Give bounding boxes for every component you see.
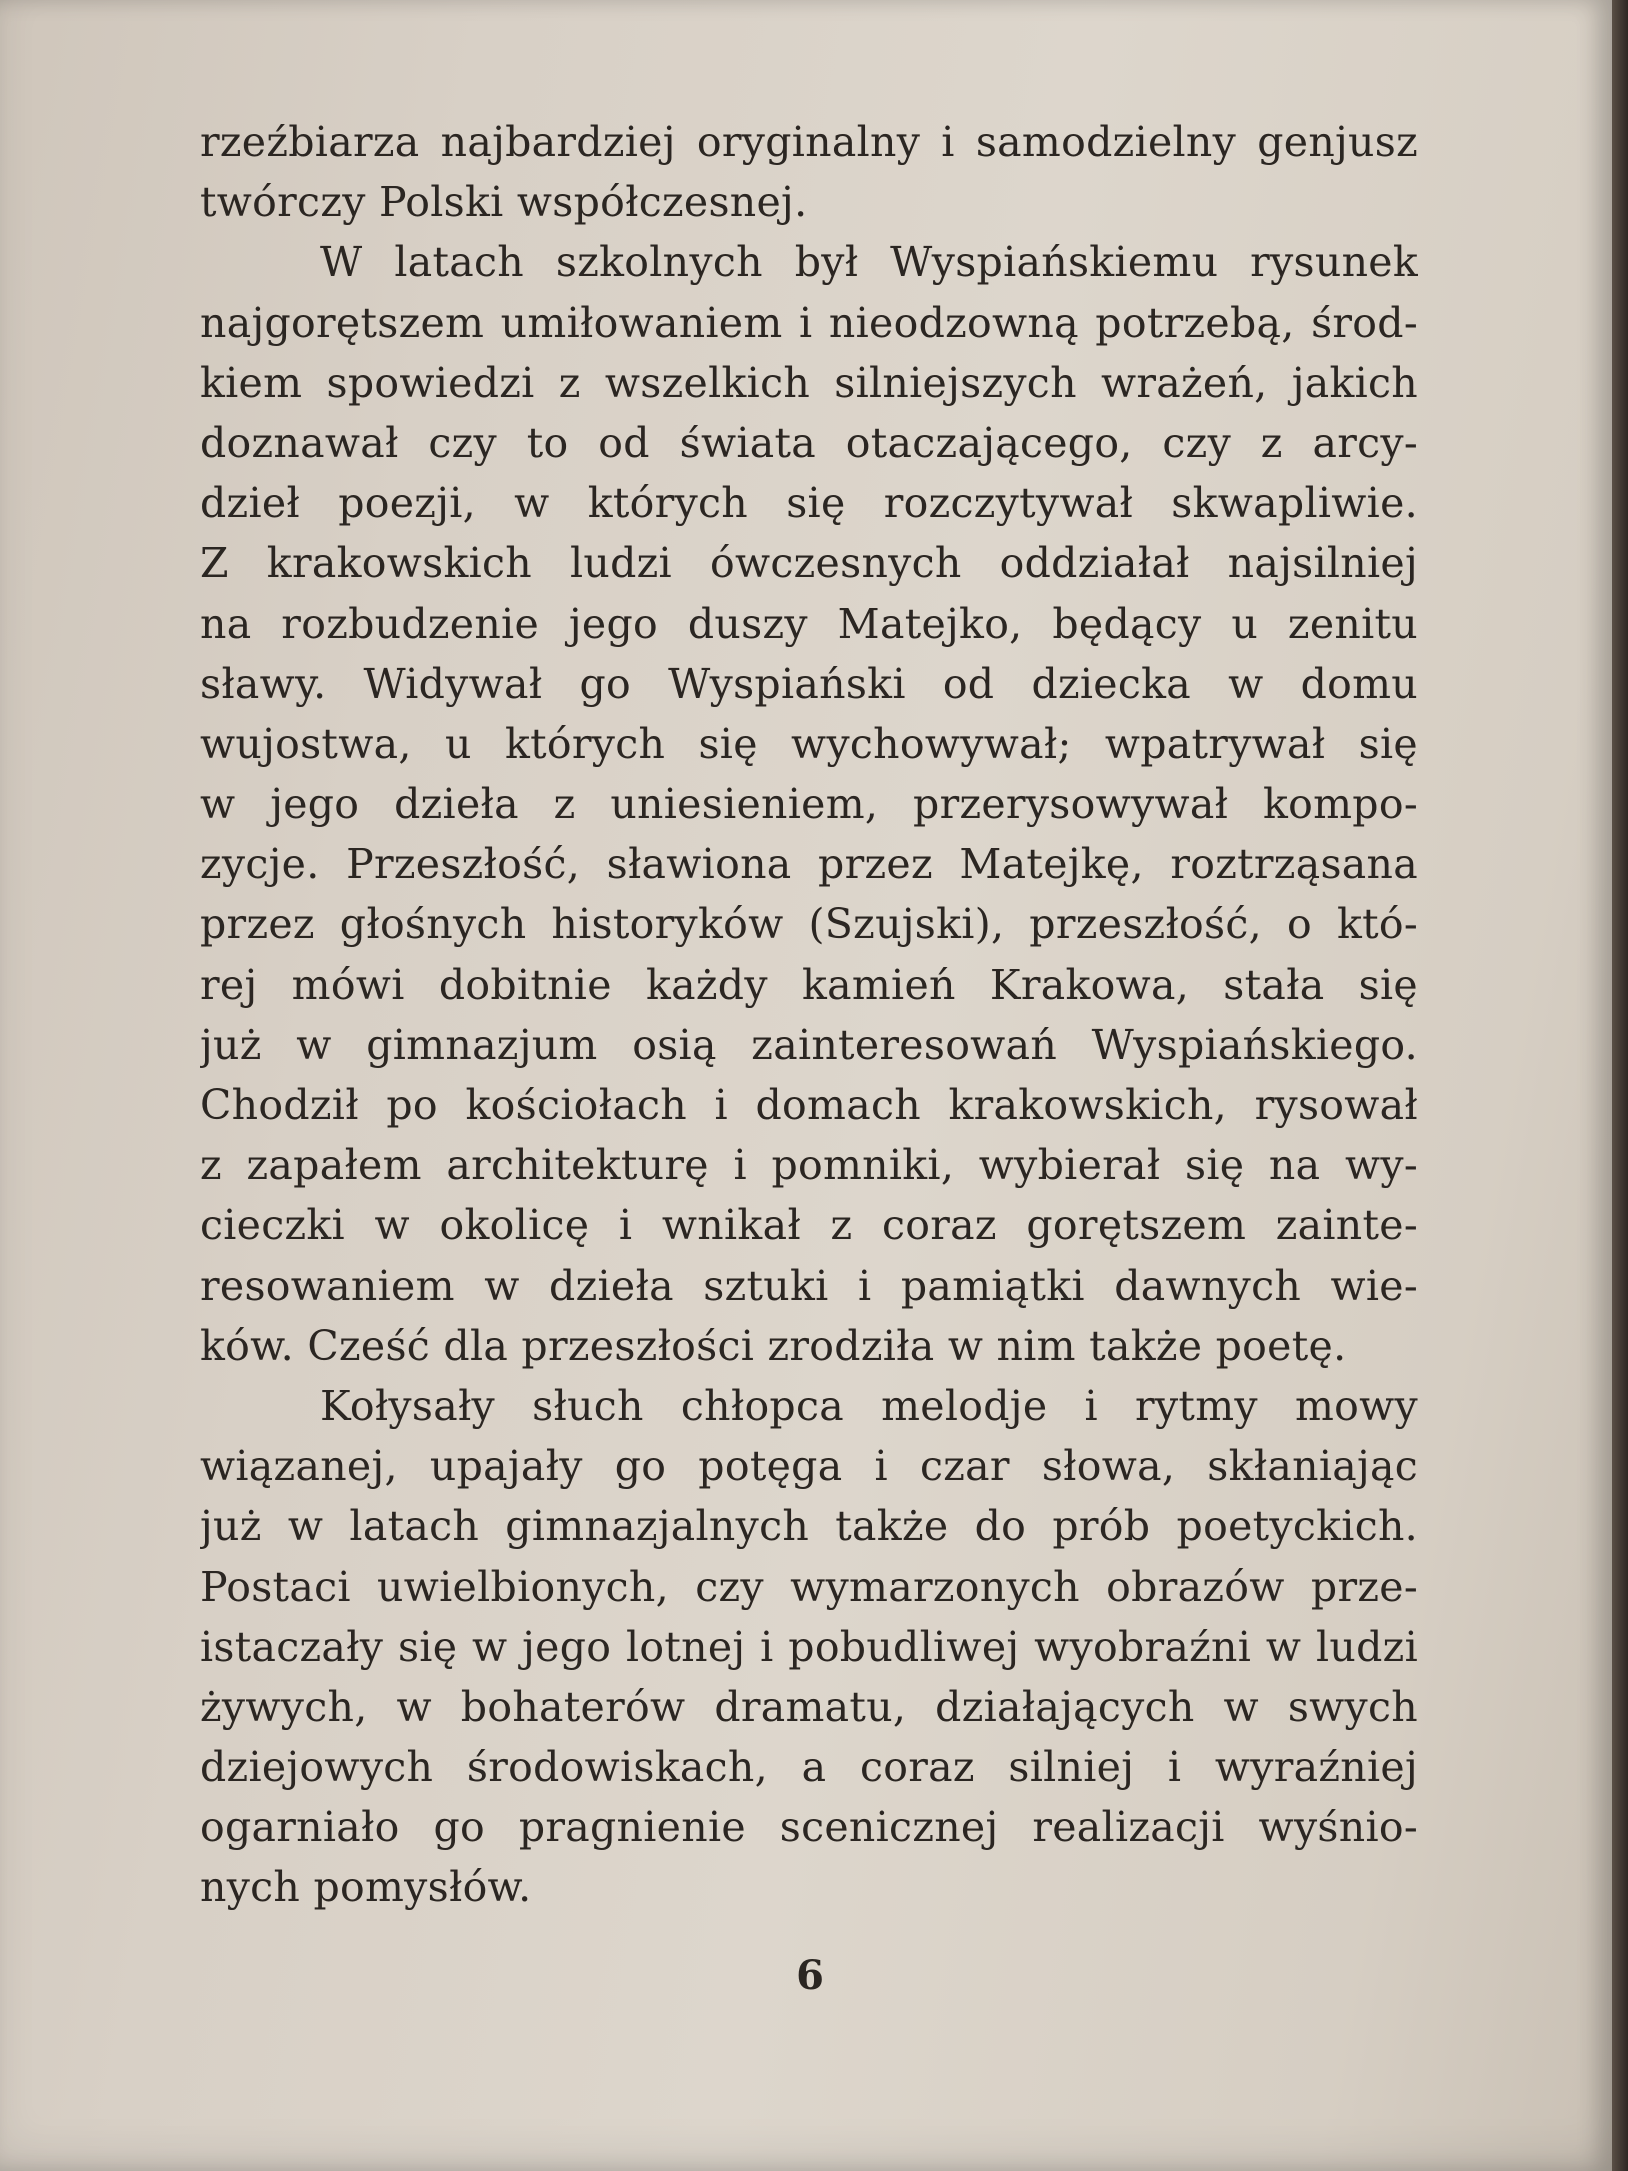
text-line: w jego dzieła z uniesieniem, przerysowywał kompo- bbox=[200, 780, 1418, 829]
text-line: rej mówi dobitnie każdy kamień Krakowa, stała się bbox=[200, 960, 1418, 1009]
text-line: przez głośnych historyków (Szujski), przeszłość, o któ- bbox=[200, 900, 1418, 949]
text-line: ków. Cześć dla przeszłości zrodziła w nim także poetę. bbox=[200, 1321, 1347, 1370]
text-line: nych pomysłów. bbox=[200, 1863, 532, 1912]
text-line: najgorętszem umiłowaniem i nieodzowną potrzebą, środ- bbox=[200, 298, 1418, 347]
text-line: żywych, w bohaterów dramatu, działających w swych bbox=[200, 1682, 1418, 1731]
page-edge bbox=[1612, 0, 1628, 2171]
text-line: już w gimnazjum osią zainteresowań Wyspiańskiego. bbox=[200, 1020, 1418, 1069]
body-text bbox=[200, 112, 1418, 1918]
text-line: Kołysały słuch chłopca melodje i rytmy mowy bbox=[320, 1381, 1418, 1430]
text-line: kiem spowiedzi z wszelkich silniejszych wrażeń, jakich bbox=[200, 358, 1418, 407]
text-line: Z krakowskich ludzi ówczesnych oddziałał najsilniej bbox=[200, 539, 1418, 588]
text-line: ogarniało go pragnienie scenicznej realizacji wyśnio- bbox=[200, 1803, 1418, 1852]
text-line: resowaniem w dzieła sztuki i pamiątki dawnych wie- bbox=[200, 1261, 1418, 1310]
text-line: już w latach gimnazjalnych także do prób poetyckich. bbox=[200, 1502, 1418, 1551]
text-line: Chodził po kościołach i domach krakowskich, rysował bbox=[200, 1081, 1418, 1129]
text-line: W latach szkolnych był Wyspiańskiemu rysunek bbox=[320, 238, 1418, 287]
text-line: dzieł poezji, w których się rozczytywał skwapliwie. bbox=[200, 479, 1418, 528]
text-line: doznawał czy to od świata otaczającego, czy z arcy- bbox=[200, 418, 1418, 467]
page-number: 6 bbox=[796, 1952, 824, 1999]
text-line: z zapałem architekturę i pomniki, wybierał się na wy- bbox=[200, 1141, 1418, 1190]
text-line: zycje. Przeszłość, sławiona przez Matejkę, roztrząsana bbox=[200, 840, 1418, 889]
text-line: istaczały się w jego lotnej i pobudliwej wyobraźni w ludzi bbox=[200, 1622, 1418, 1671]
text-line: cieczki w okolicę i wnikał z coraz gorętszem zainte- bbox=[200, 1201, 1418, 1250]
text-line: sławy. Widywał go Wyspiański od dziecka w domu bbox=[200, 659, 1418, 708]
text-line: rzeźbiarza najbardziej oryginalny i samodzielny genjusz bbox=[200, 118, 1418, 166]
text-line: na rozbudzenie jego duszy Matejko, będący u zenitu bbox=[200, 599, 1418, 648]
text-line: Postaci uwielbionych, czy wymarzonych obrazów prze- bbox=[200, 1562, 1418, 1611]
text-line: wujostwa, u których się wychowywał; wpatrywał się bbox=[200, 719, 1418, 768]
text-line: wiązanej, upajały go potęga i czar słowa, skłaniając bbox=[200, 1442, 1418, 1491]
text-line: dziejowych środowiskach, a coraz silniej i wyraźniej bbox=[200, 1743, 1418, 1792]
text-line: twórczy Polski współczesnej. bbox=[200, 178, 808, 227]
